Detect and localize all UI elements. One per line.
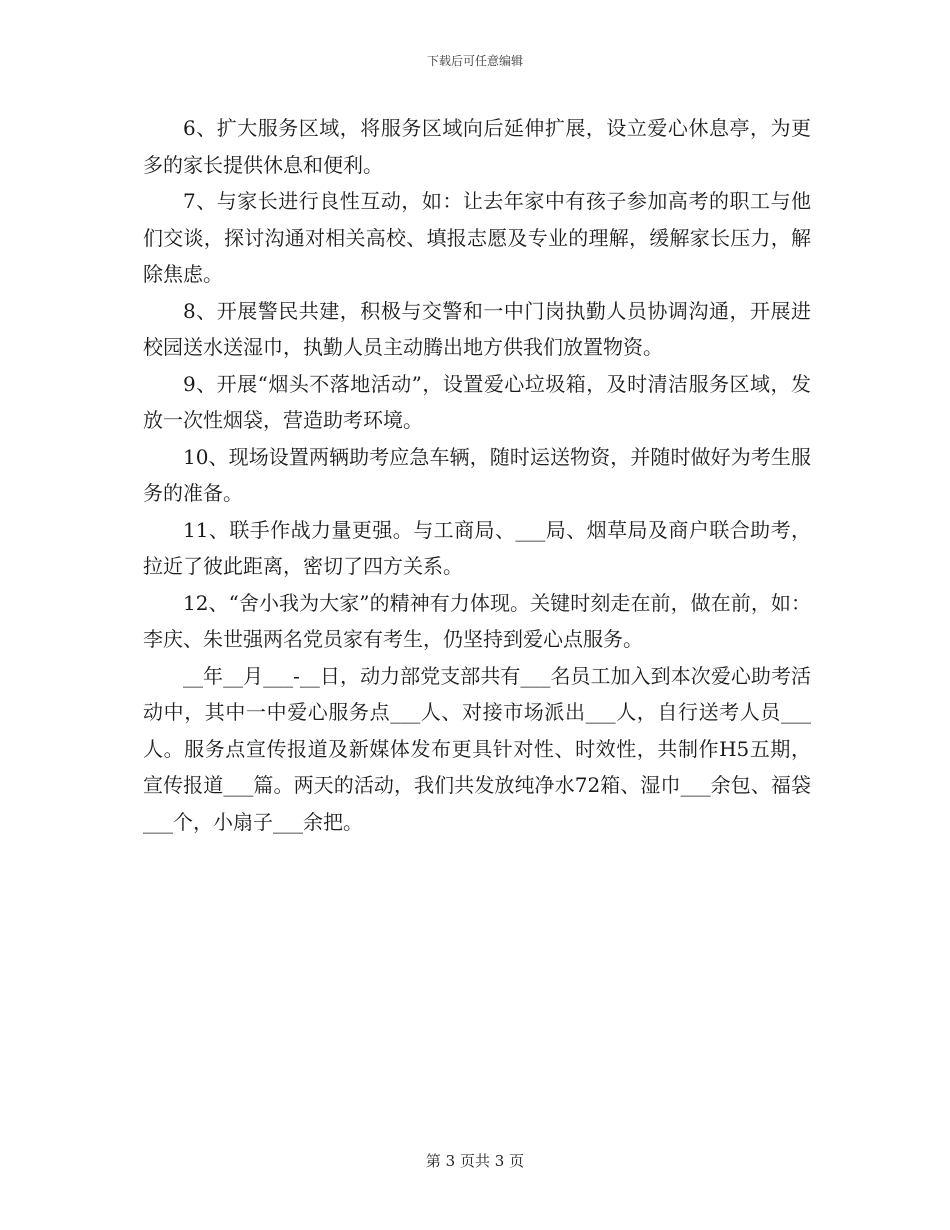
paragraph-item-8: 8、开展警民共建，积极与交警和一中门岗执勤人员协调沟通，开展进校园送水送湿巾，执勤人员主动腾出地方供我们放置物资。 xyxy=(143,298,811,359)
paragraph-item-11: 11、联手作战力量更强。与工商局、___局、烟草局及商户联合助考，拉近了彼此距离，密切了四方关系。 xyxy=(143,517,811,578)
page-number: 第 3 页共 3 页 xyxy=(425,1152,525,1170)
paragraph-item-10: 10、现场设置两辆助考应急车辆，随时运送物资，并随时做好为考生服务的准备。 xyxy=(143,444,811,505)
paragraph-item-7: 7、与家长进行良性互动，如：让去年家中有孩子参加高考的职工与他们交谈，探讨沟通对相关高校、填报志愿及专业的理解，缓解家长压力，解除焦虑。 xyxy=(143,189,811,286)
document-body xyxy=(143,110,811,840)
paragraph-item-9: 9、开展“烟头不落地活动”，设置爱心垃圾箱，及时清洁服务区域，发放一次性烟袋，营造助考环境。 xyxy=(143,371,811,432)
paragraph-item-12: 12、“舍小我为大家”的精神有力体现。关键时刻走在前，做在前，如：李庆、朱世强两名党员家有考生，仍坚持到爱心点服务。 xyxy=(143,590,811,651)
page-header: 下载后可任意编辑 xyxy=(426,54,523,68)
paragraph-summary: __年__月___-__日，动力部党支部共有___名员工加入到本次爱心助考活动中，其中一中爱心服务点___人、对接市场派出___人，自行送考人员___人。服务点宣传报道及新媒体发布更具针对性、时效性，共制作H5五期，宣传报道___篇。两天的活动，我们共发放纯净水72箱、湿巾___余包、福袋___个，小扇子___余把。 xyxy=(143,663,811,834)
paragraph-item-6: 6、扩大服务区域，将服务区域向后延伸扩展，设立爱心休息亭，为更多的家长提供休息和便利。 xyxy=(143,116,811,177)
